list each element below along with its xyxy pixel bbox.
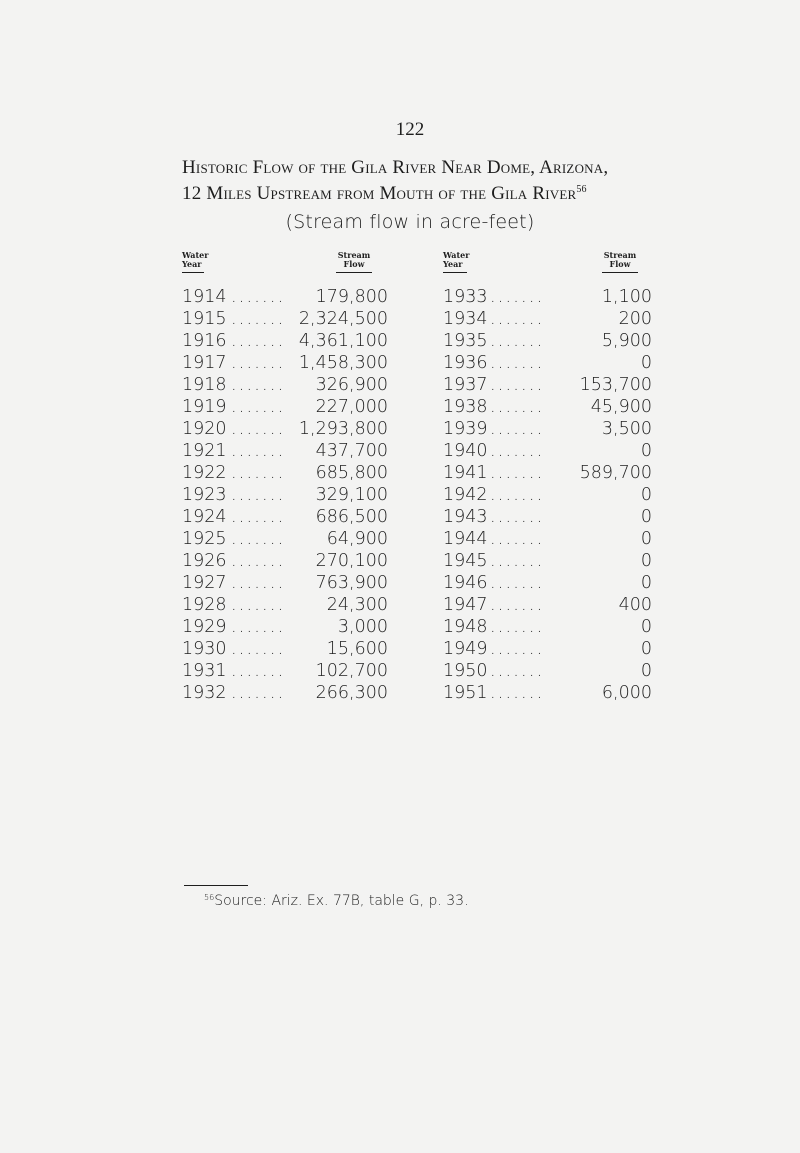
table-row [182,682,652,704]
stream-flow-right: 6,000 [601,683,652,703]
stream-flow-left: 102,700 [315,661,388,681]
water-year-left: 1926 [182,551,227,571]
leader-dots-right: ....... [490,639,545,659]
leader-dots-left: ....... [231,617,286,637]
column-header-water-year-left [182,251,222,273]
leader-dots-left: ....... [231,287,286,307]
table-subtitle: (Stream flow in acre-feet) [285,211,535,233]
stream-flow-right: 3,500 [601,419,652,439]
column-header-rule [443,272,467,273]
water-year-right: 1933 [443,287,488,307]
stream-flow-right: 200 [618,309,652,329]
water-year-left: 1930 [182,639,227,659]
water-year-right: 1941 [443,463,488,483]
table-row [182,550,652,572]
stream-flow-left: 64,900 [326,529,388,549]
table-row [182,638,652,660]
leader-dots-right: ....... [490,287,545,307]
water-year-right: 1942 [443,485,488,505]
table-row [182,616,652,638]
water-year-left: 1916 [182,331,227,351]
stream-flow-left: 2,324,500 [298,309,388,329]
stream-flow-left: 329,100 [315,485,388,505]
water-year-right: 1937 [443,375,488,395]
leader-dots-right: ....... [490,529,545,549]
water-year-right: 1944 [443,529,488,549]
water-year-right: 1951 [443,683,488,703]
water-year-right: 1934 [443,309,488,329]
stream-flow-right: 0 [640,617,652,637]
water-year-left: 1929 [182,617,227,637]
leader-dots-right: ....... [490,595,545,615]
water-year-right: 1940 [443,441,488,461]
stream-flow-right: 153,700 [579,375,652,395]
stream-flow-right: 0 [640,353,652,373]
stream-flow-left: 1,293,800 [298,419,388,439]
column-header-bottom: Flow [609,259,631,269]
water-year-left: 1917 [182,353,227,373]
title-line-2 [182,179,652,205]
leader-dots-right: ....... [490,573,545,593]
leader-dots-left: ....... [231,529,286,549]
leader-dots-left: ....... [231,595,286,615]
stream-flow-left: 1,458,300 [298,353,388,373]
title-line-1: Historic Flow of the Gila River Near Dome, Arizona, [182,157,609,178]
table-row [182,440,652,462]
leader-dots-left: ....... [231,309,286,329]
stream-flow-left: 227,000 [315,397,388,417]
table-row [182,352,652,374]
stream-flow-left: 326,900 [315,375,388,395]
leader-dots-right: ....... [490,441,545,461]
table-row [182,528,652,550]
flow-table [182,286,652,704]
stream-flow-right: 0 [640,485,652,505]
table-row [182,462,652,484]
water-year-right: 1949 [443,639,488,659]
water-year-left: 1915 [182,309,227,329]
title-line-2-text: 12 Miles Upstream from Mouth of the Gila River [182,183,577,204]
water-year-left: 1921 [182,441,227,461]
footnote-rule [184,885,248,886]
stream-flow-right: 0 [640,551,652,571]
column-header-top: Stream [603,250,637,260]
footnote-ref: 56 [204,893,215,902]
leader-dots-left: ....... [231,331,286,351]
table-row [182,484,652,506]
page-number: 122 [395,119,425,140]
leader-dots-left: ....... [231,573,286,593]
water-year-left: 1914 [182,287,227,307]
column-header-stream-flow-left [328,251,380,273]
stream-flow-right: 0 [640,573,652,593]
leader-dots-right: ....... [490,661,545,681]
stream-flow-left: 437,700 [315,441,388,461]
water-year-left: 1925 [182,529,227,549]
column-header-water-year-right [443,251,483,273]
footnote-text: Source: Ariz. Ex. 77B, table G, p. 33. [214,893,469,909]
stream-flow-left: 179,800 [315,287,388,307]
stream-flow-left: 270,100 [315,551,388,571]
leader-dots-right: ....... [490,419,545,439]
table-row [182,308,652,330]
water-year-left: 1923 [182,485,227,505]
table-row [182,286,652,308]
table-row [182,594,652,616]
table-row [182,660,652,682]
water-year-left: 1927 [182,573,227,593]
leader-dots-right: ....... [490,551,545,571]
water-year-left: 1931 [182,661,227,681]
leader-dots-right: ....... [490,353,545,373]
title-footnote-ref: 56 [576,184,587,195]
stream-flow-left: 686,500 [315,507,388,527]
stream-flow-right: 0 [640,507,652,527]
leader-dots-right: ....... [490,463,545,483]
leader-dots-left: ....... [231,683,286,703]
table-row [182,330,652,352]
leader-dots-left: ....... [231,441,286,461]
column-header-bottom: Flow [343,259,365,269]
table-row [182,374,652,396]
stream-flow-right: 0 [640,639,652,659]
water-year-left: 1932 [182,683,227,703]
leader-dots-left: ....... [231,419,286,439]
water-year-right: 1943 [443,507,488,527]
leader-dots-left: ....... [231,639,286,659]
stream-flow-left: 3,000 [337,617,388,637]
table-title [182,157,652,205]
column-header-stream-flow-right [594,251,646,273]
stream-flow-right: 0 [640,529,652,549]
water-year-right: 1948 [443,617,488,637]
stream-flow-right: 589,700 [579,463,652,483]
column-header-top: Water [182,250,209,260]
water-year-left: 1928 [182,595,227,615]
leader-dots-right: ....... [490,507,545,527]
leader-dots-left: ....... [231,485,286,505]
column-header-top: Stream [337,250,371,260]
leader-dots-right: ....... [490,397,545,417]
footnote [204,893,469,909]
stream-flow-right: 1,100 [601,287,652,307]
table-row [182,572,652,594]
water-year-right: 1946 [443,573,488,593]
water-year-right: 1938 [443,397,488,417]
stream-flow-right: 5,900 [601,331,652,351]
leader-dots-left: ....... [231,397,286,417]
leader-dots-right: ....... [490,617,545,637]
leader-dots-right: ....... [490,485,545,505]
leader-dots-left: ....... [231,463,286,483]
water-year-left: 1919 [182,397,227,417]
stream-flow-left: 15,600 [326,639,388,659]
column-header-top: Water [443,250,470,260]
stream-flow-left: 4,361,100 [298,331,388,351]
leader-dots-right: ....... [490,331,545,351]
stream-flow-left: 266,300 [315,683,388,703]
table-row [182,506,652,528]
stream-flow-left: 685,800 [315,463,388,483]
column-header-rule [602,272,638,273]
column-header-rule [336,272,372,273]
leader-dots-left: ....... [231,353,286,373]
stream-flow-right: 45,900 [590,397,652,417]
stream-flow-left: 763,900 [315,573,388,593]
column-header-rule [182,272,204,273]
leader-dots-left: ....... [231,551,286,571]
column-header-bottom: Year [182,259,202,269]
column-header-bottom: Year [443,259,463,269]
water-year-right: 1945 [443,551,488,571]
stream-flow-left: 24,300 [326,595,388,615]
water-year-left: 1918 [182,375,227,395]
water-year-left: 1920 [182,419,227,439]
table-row [182,396,652,418]
leader-dots-right: ....... [490,309,545,329]
stream-flow-right: 400 [618,595,652,615]
water-year-right: 1939 [443,419,488,439]
leader-dots-left: ....... [231,661,286,681]
leader-dots-right: ....... [490,683,545,703]
water-year-right: 1947 [443,595,488,615]
leader-dots-left: ....... [231,507,286,527]
water-year-right: 1936 [443,353,488,373]
water-year-right: 1935 [443,331,488,351]
water-year-left: 1924 [182,507,227,527]
table-row [182,418,652,440]
water-year-right: 1950 [443,661,488,681]
stream-flow-right: 0 [640,661,652,681]
leader-dots-right: ....... [490,375,545,395]
stream-flow-right: 0 [640,441,652,461]
water-year-left: 1922 [182,463,227,483]
leader-dots-left: ....... [231,375,286,395]
